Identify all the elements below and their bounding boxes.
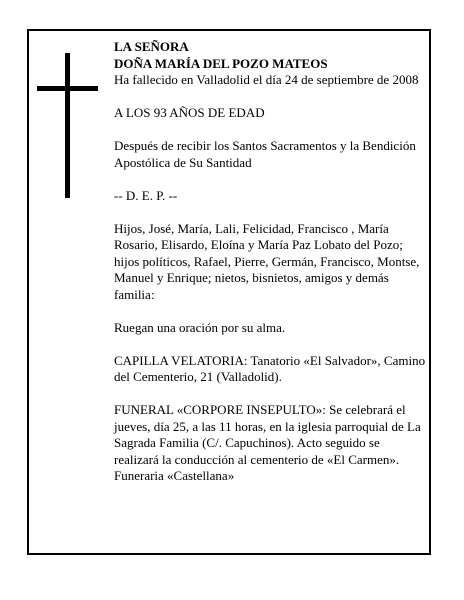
cross-vertical-bar <box>65 53 70 198</box>
age-line: A LOS 93 AÑOS DE EDAD <box>114 105 265 120</box>
chapel-info: CAPILLA VELATORIA: Tanatorio «El Salvador», Camino del Cementerio, 21 (Valladolid). <box>114 352 426 384</box>
family-list: Hijos, José, María, Lali, Felicidad, Francisco , María Rosario, Elisardo, Eloína y María Paz Lobato del Pozo; hijos políticos, Rafael, Pierre, Germán, Francisco, Montse, Manuel y Enrique; nietos, bisnietos, amigos y demás familia: <box>114 220 420 302</box>
rip-line: -- D. E. P. -- <box>114 187 178 203</box>
title-line-1: LA SEÑORA <box>114 39 189 54</box>
prayer-request: Ruegan una oración por su alma. <box>114 319 286 335</box>
deceased-name: DOÑA MARÍA DEL POZO MATEOS <box>114 55 328 71</box>
funeral-info: FUNERAL «CORPORE INSEPULTO»: Se celebrará el jueves, día 25, a las 11 horas, en la iglesia parroquial de La Sagrada Familia (C/. Capuchinos). Acto seguido se realizará la conducción al cementerio de «El Carmen». <box>114 402 421 467</box>
funeral-home: Funeraria «Castellana» <box>114 468 235 483</box>
death-announcement: Ha fallecido en Valladolid el día 24 de septiembre de 2008 <box>114 72 419 87</box>
sacraments-line: Después de recibir los Santos Sacramentos y la Bendición Apostólica de Su Santidad <box>114 138 416 170</box>
cross-horizontal-bar <box>37 86 98 91</box>
obituary-text <box>114 39 426 485</box>
